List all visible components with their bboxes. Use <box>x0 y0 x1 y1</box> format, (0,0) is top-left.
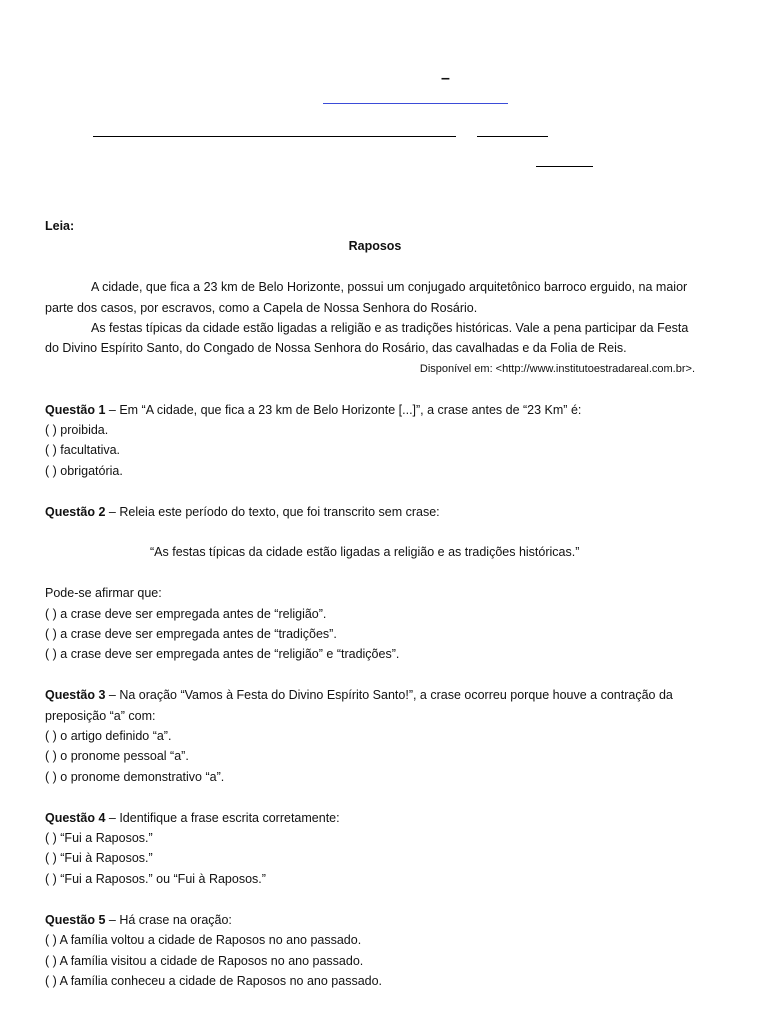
answer-option[interactable]: ( ) obrigatória. <box>45 463 123 478</box>
answer-option[interactable]: ( ) o pronome demonstrativo “a”. <box>45 769 225 784</box>
answer-option[interactable]: ( ) a crase deve ser empregada antes de “religião”. <box>45 606 327 621</box>
text-paragraph-1: A cidade, que fica a 23 km de Belo Horizonte, possui um conjugado arquitetônico barroco erguido, na maior parte dos casos, por escravos, como a Capela de Nossa Senhora do Rosário. <box>45 280 688 315</box>
answer-option[interactable]: ( ) “Fui a Raposos.” ou “Fui à Raposos.” <box>45 871 266 886</box>
question-text: – Em “A cidade, que fica a 23 km de Belo Horizonte [...]”, a crase antes de “23 Km” é: <box>105 402 582 417</box>
question-text: – Releia este período do texto, que foi transcrito sem crase: <box>105 504 440 519</box>
answer-option[interactable]: ( ) “Fui a Raposos.” <box>45 831 153 846</box>
answer-option[interactable]: ( ) facultativa. <box>45 443 121 458</box>
answer-option[interactable]: ( ) A família conheceu a cidade de Raposos no ano passado. <box>45 973 383 988</box>
question-3 <box>45 685 705 787</box>
question-text: – Identifique a frase escrita corretamente: <box>105 810 340 825</box>
question-text: – Na oração “Vamos à Festa do Divino Espírito Santo!”, a crase ocorreu porque houve a contração da preposição “a” com: <box>45 688 673 723</box>
document-body <box>45 216 705 991</box>
question-5 <box>45 910 705 992</box>
answer-option[interactable]: ( ) a crase deve ser empregada antes de “religião” e “tradições”. <box>45 647 400 662</box>
header-dash: – <box>441 70 450 87</box>
text-title: Raposos <box>348 239 402 254</box>
text-source: Disponível em: <http://www.institutoestradareal.com.br>. <box>419 362 695 375</box>
question-lead: Pode-se afirmar que: <box>45 586 162 601</box>
question-1 <box>45 400 705 482</box>
answer-option[interactable]: ( ) “Fui à Raposos.” <box>45 851 153 866</box>
question-2 <box>45 502 705 665</box>
question-label: Questão 4 <box>45 810 106 825</box>
question-quote: “As festas típicas da cidade estão ligadas a religião e as tradições históricas.” <box>150 545 580 560</box>
question-label: Questão 3 <box>45 688 106 703</box>
answer-option[interactable]: ( ) A família visitou a cidade de Raposos no ano passado. <box>45 953 364 968</box>
header-link-underline <box>323 103 508 104</box>
question-label: Questão 5 <box>45 912 106 927</box>
answer-option[interactable]: ( ) o pronome pessoal “a”. <box>45 749 189 764</box>
answer-option[interactable]: ( ) A família voltou a cidade de Raposos no ano passado. <box>45 933 362 948</box>
question-text: – Há crase na oração: <box>105 912 232 927</box>
class-blank-line <box>477 136 548 137</box>
question-label: Questão 2 <box>45 504 106 519</box>
answer-option[interactable]: ( ) proibida. <box>45 423 109 438</box>
answer-option[interactable]: ( ) a crase deve ser empregada antes de “tradições”. <box>45 627 337 642</box>
text-paragraph-2: As festas típicas da cidade estão ligadas a religião e as tradições históricas. Vale a pena participar da Festa do Divino Espírito Santo, do Congado de Nossa Senhora do Rosário, das cavalhadas e da Folia de Reis. <box>45 321 689 356</box>
reading-intro: Leia: <box>45 219 75 233</box>
answer-option[interactable]: ( ) o artigo definido “a”. <box>45 729 172 744</box>
question-4 <box>45 808 705 890</box>
name-blank-line <box>93 136 456 137</box>
question-label: Questão 1 <box>45 402 106 417</box>
date-blank-line <box>536 166 593 167</box>
